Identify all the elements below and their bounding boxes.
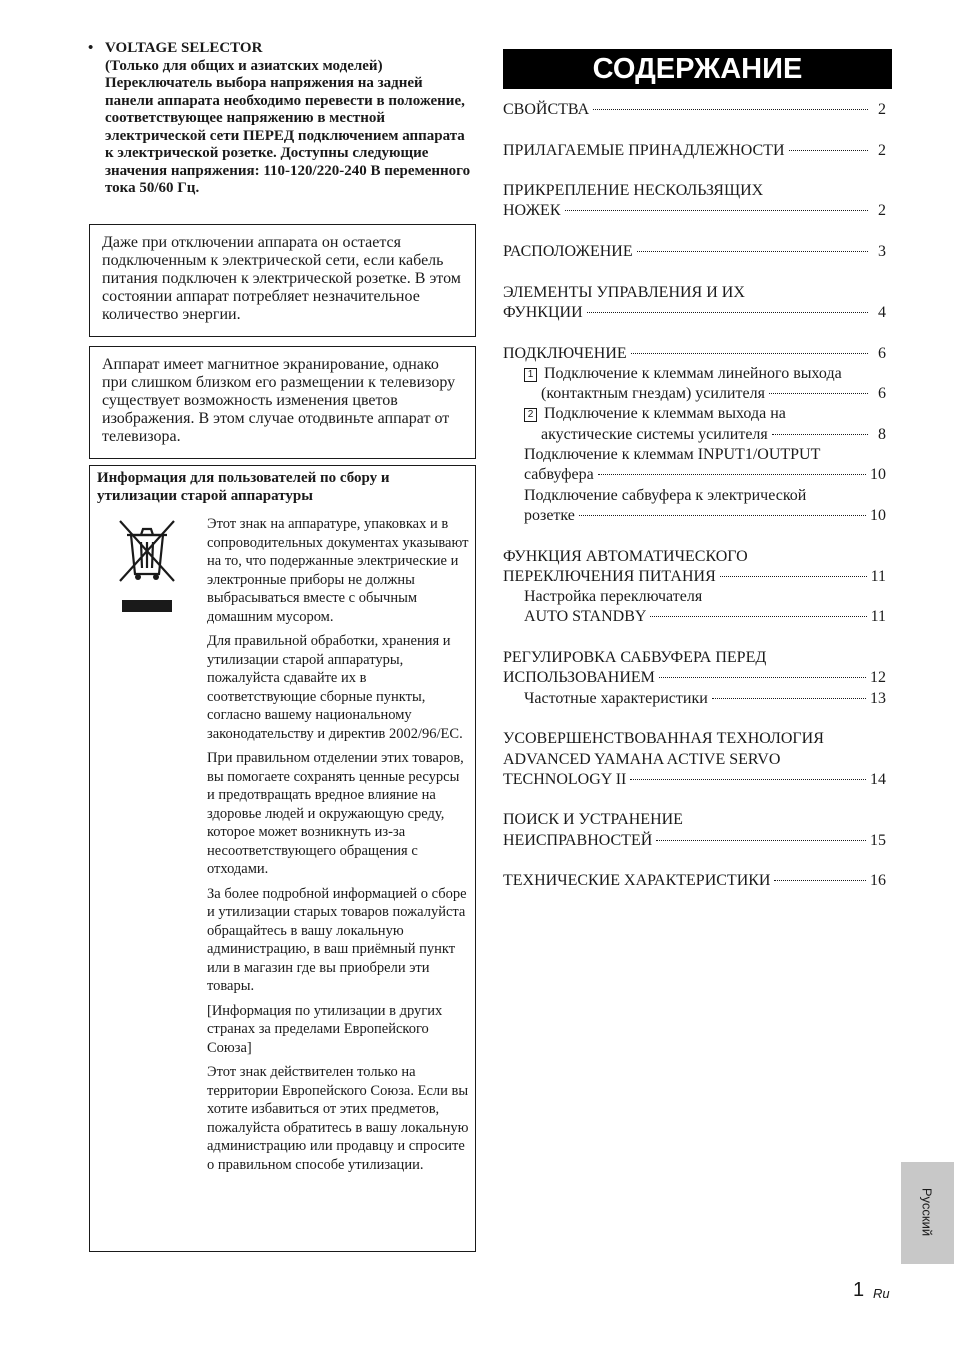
toc-entry[interactable] bbox=[503, 810, 886, 851]
weee-paragraph: При правильном отделении этих товаров, вы помогаете сохранять ценные ресурсы и предотвращать вредное влияние на здоровье людей и окружающую среду, которое может возникнуть из-за несоответствующего обращения с отходами. bbox=[207, 750, 464, 877]
toc-label: РЕГУЛИРОВКА САБВУФЕРА ПЕРЕД bbox=[503, 649, 767, 667]
language-tab bbox=[901, 1162, 954, 1264]
standby-power-notice: Даже при отключении аппарата он остается подключенным к электрической сети, если кабель питания подключен к электрической розетке. В этом состоянии аппарат потребляет незначительное количество энергии. bbox=[89, 224, 476, 337]
weee-paragraph: Этот знак действителен только на территории Европейского Союза. Если вы хотите избавиться от этих предметов, пожалуйста обратитесь в вашу локальную администрацию или продавцу и спросите о правильном способе утилизации. bbox=[207, 1064, 469, 1173]
magnetic-shielding-notice: Аппарат имеет магнитное экранирование, однако при слишком близком его размещении к телевизору существует возможность изменения цветов изображения. В этом случае отодвиньте аппарат от телевизора. bbox=[89, 346, 476, 459]
language-tab-label: Русский bbox=[919, 1187, 935, 1237]
weee-title: Информация для пользователей по сбору и утилизации старой аппаратуры bbox=[97, 470, 390, 504]
leader-dots bbox=[637, 251, 868, 252]
toc-entry[interactable] bbox=[503, 547, 886, 628]
leader-dots bbox=[631, 353, 868, 354]
toc-label: СВОЙСТВА bbox=[503, 101, 590, 118]
leader-dots bbox=[579, 515, 866, 516]
leader-dots bbox=[769, 393, 868, 394]
toc-entry[interactable] bbox=[503, 181, 886, 222]
leader-dots bbox=[789, 150, 869, 151]
toc-label: ФУНКЦИИ bbox=[503, 303, 583, 321]
toc-subentry[interactable] bbox=[503, 404, 886, 424]
toc-entry[interactable] bbox=[503, 141, 886, 161]
page-number: 1 bbox=[853, 1279, 865, 1301]
table-of-contents bbox=[503, 100, 886, 912]
weee-paragraph: Этот знак на аппаратуре, упаковках и в сопроводительных документах указывают на то, что подержанные электрические и электронные приборы не должны выбрасываться вместе с обычным домашним мусором. bbox=[207, 516, 469, 625]
toc-page: 3 bbox=[878, 243, 886, 261]
bullet: • bbox=[88, 40, 94, 56]
toc-label: ИСПОЛЬЗОВАНИЕМ bbox=[503, 669, 655, 687]
voltage-title: VOLTAGE SELECTOR bbox=[105, 40, 263, 56]
toc-page: 11 bbox=[870, 608, 886, 626]
toc-label: ПЕРЕКЛЮЧЕНИЯ ПИТАНИЯ bbox=[503, 567, 716, 585]
toc-page: 16 bbox=[870, 872, 886, 890]
toc-label: ПОДКЛЮЧЕНИЕ bbox=[503, 344, 627, 362]
toc-label: НОЖЕК bbox=[503, 202, 561, 220]
toc-label: акустические системы усилителя bbox=[541, 425, 768, 443]
weee-paragraph: За более подробной информацией о сборе и утилизации старых товаров пожалуйста обращайтесь в вашу локальную администрацию, в ваш приёмный пункт или в магазин где вы приобрели эти товары. bbox=[207, 885, 467, 994]
voltage-selector-note bbox=[88, 40, 473, 198]
leader-dots bbox=[720, 576, 867, 577]
toc-entry[interactable] bbox=[503, 100, 886, 120]
leader-dots bbox=[650, 616, 866, 617]
leader-dots bbox=[630, 779, 866, 780]
toc-subentry[interactable] bbox=[503, 364, 886, 384]
leader-dots bbox=[712, 698, 866, 699]
toc-label: ПРИЛАГАЕМЫЕ ПРИНАДЛЕЖНОСТИ bbox=[503, 141, 785, 159]
toc-label: сабвуфера bbox=[524, 466, 594, 484]
number-box-icon: 2 bbox=[524, 408, 537, 422]
toc-label: Частотные характеристики bbox=[524, 689, 708, 707]
toc-page: 10 bbox=[870, 466, 886, 484]
toc-page: 4 bbox=[878, 303, 886, 321]
toc-label: Подключение к клеммам выхода на bbox=[544, 405, 786, 423]
toc-page: 2 bbox=[878, 141, 886, 159]
toc-page: 6 bbox=[878, 344, 886, 362]
toc-entry[interactable] bbox=[503, 242, 886, 262]
toc-page: 12 bbox=[870, 669, 886, 687]
leader-dots bbox=[593, 109, 868, 110]
number-box-icon: 1 bbox=[524, 368, 537, 382]
toc-page: 10 bbox=[870, 506, 886, 524]
toc-page: 2 bbox=[878, 101, 886, 118]
toc-header: СОДЕРЖАНИЕ bbox=[503, 49, 892, 89]
toc-label: РАСПОЛОЖЕНИЕ bbox=[503, 243, 633, 261]
weee-disposal-box bbox=[89, 465, 476, 1252]
toc-page: 13 bbox=[870, 689, 886, 707]
toc-label: ФУНКЦИЯ АВТОМАТИЧЕСКОГО bbox=[503, 547, 748, 565]
toc-label: ПОИСК И УСТРАНЕНИЕ bbox=[503, 811, 683, 829]
voltage-body: (Только для общих и азиатских моделей) Переключатель выбора напряжения на задней панели аппарата необходимо перевести в положение, соответствующее напряжению в местной электрической сети ПЕРЕД подключением аппарата к электрической розетке. Доступны следующие значения напряжения: 110-120/220-240 В переменного тока 50/60 Гц. bbox=[105, 57, 471, 196]
toc-label: ЭЛЕМЕНТЫ УПРАВЛЕНИЯ И ИХ bbox=[503, 283, 745, 301]
toc-page: 6 bbox=[878, 385, 886, 403]
toc-label: AUTO STANDBY bbox=[524, 608, 647, 626]
toc-label: Подключение к клеммам INPUT1/OUTPUT bbox=[524, 446, 821, 464]
page-language-code: Ru bbox=[873, 1286, 890, 1301]
crossed-bin-icon bbox=[114, 518, 180, 614]
weee-text bbox=[207, 515, 469, 1180]
toc-entry[interactable] bbox=[503, 648, 886, 709]
leader-dots bbox=[659, 677, 866, 678]
toc-page: 11 bbox=[870, 567, 886, 585]
leader-dots bbox=[772, 434, 868, 435]
leader-dots bbox=[656, 840, 866, 841]
toc-page: 15 bbox=[870, 831, 886, 849]
toc-label: розетке bbox=[524, 506, 575, 524]
toc-label: ТЕХНИЧЕСКИЕ ХАРАКТЕРИСТИКИ bbox=[503, 872, 771, 890]
leader-dots bbox=[565, 210, 869, 211]
toc-label: УСОВЕРШЕНСТВОВАННАЯ ТЕХНОЛОГИЯ bbox=[503, 730, 824, 748]
toc-label: НЕИСПРАВНОСТЕЙ bbox=[503, 831, 653, 849]
toc-entry[interactable] bbox=[503, 283, 886, 324]
toc-entry[interactable] bbox=[503, 344, 886, 527]
leader-dots bbox=[774, 880, 866, 881]
toc-label: TECHNOLOGY II bbox=[503, 770, 627, 788]
toc-page: 14 bbox=[870, 770, 886, 788]
toc-page: 2 bbox=[878, 202, 886, 220]
toc-label: Подключение сабвуфера к электрической bbox=[524, 486, 807, 504]
toc-label: ПРИКРЕПЛЕНИЕ НЕСКОЛЬЗЯЩИХ bbox=[503, 182, 764, 200]
weee-paragraph: Для правильной обработки, хранения и утилизации старой аппаратуры, пожалуйста сдавайте их в соответствующие сборные пункты, согласно вашему национальному законодательству и директив 2002/96/EC. bbox=[207, 633, 463, 742]
toc-label: Подключение к клеммам линейного выхода bbox=[544, 364, 842, 382]
weee-paragraph: [Информация по утилизации в других странах за пределами Европейского Союза] bbox=[207, 1002, 443, 1056]
leader-dots bbox=[587, 312, 868, 313]
toc-entry[interactable] bbox=[503, 871, 886, 891]
toc-label: ADVANCED YAMAHA ACTIVE SERVO bbox=[503, 750, 781, 768]
toc-label: Настройка переключателя bbox=[524, 588, 703, 606]
toc-label: (контактным гнездам) усилителя bbox=[541, 385, 765, 403]
leader-dots bbox=[598, 474, 866, 475]
toc-entry[interactable] bbox=[503, 729, 886, 790]
toc-page: 8 bbox=[878, 425, 886, 443]
